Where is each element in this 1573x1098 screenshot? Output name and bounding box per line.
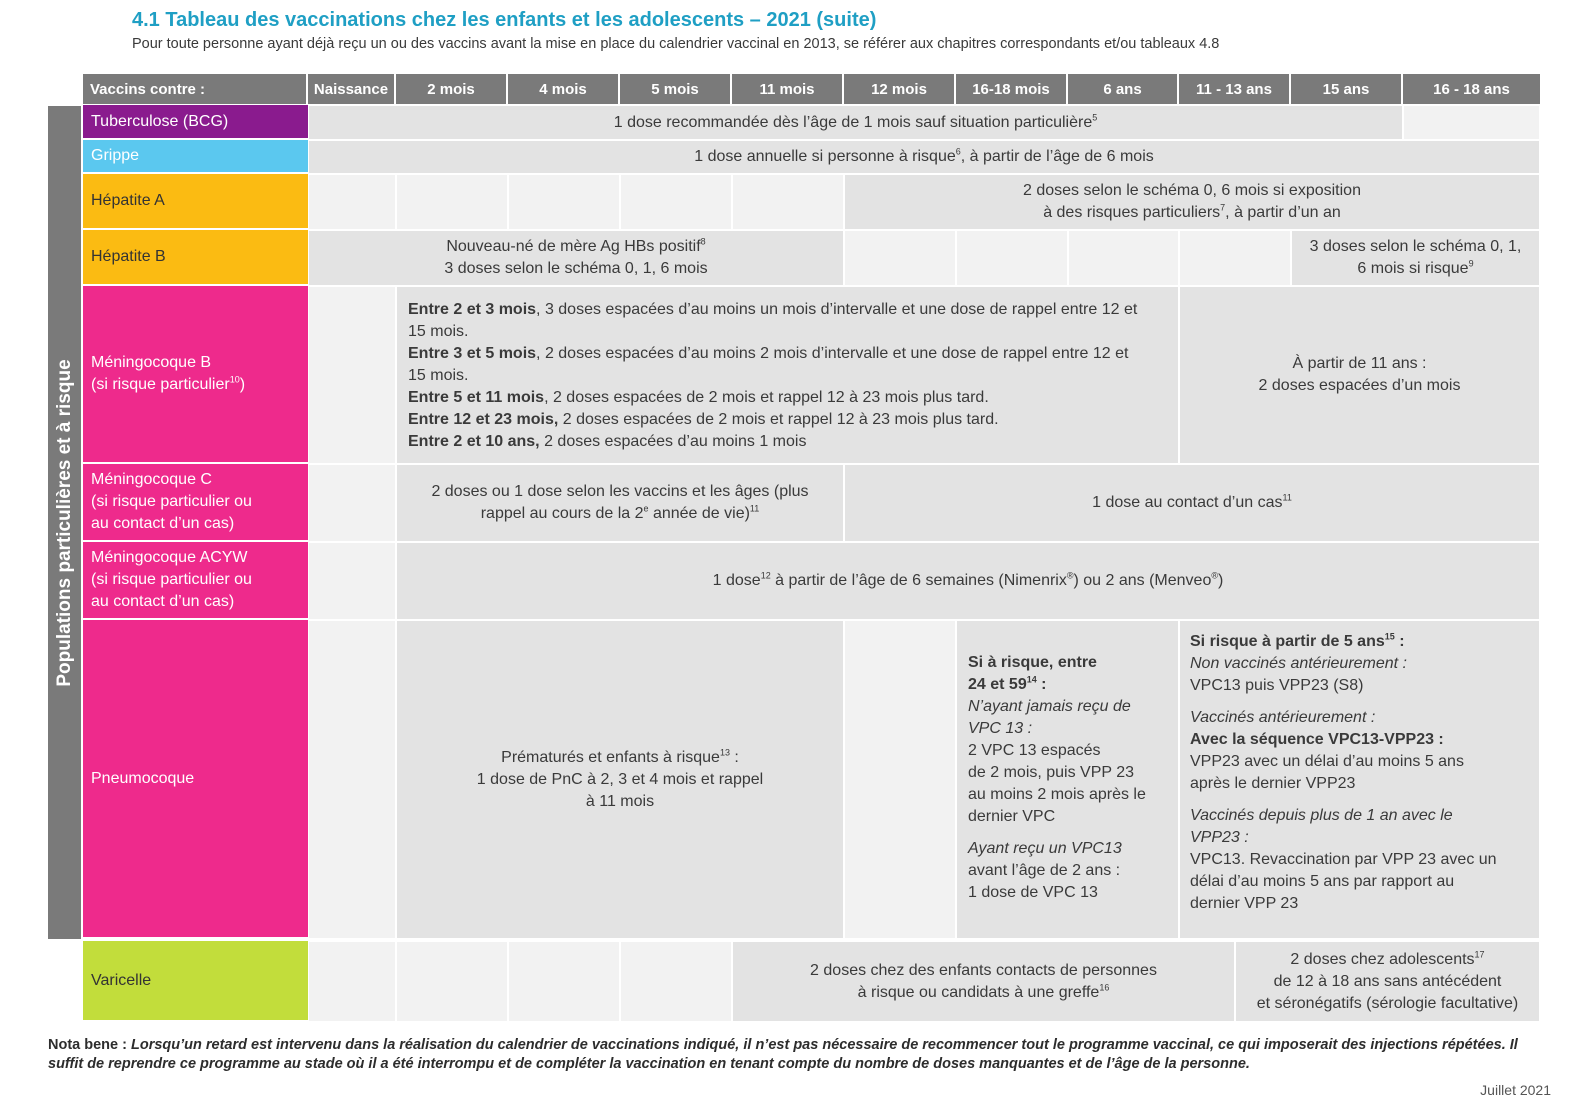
vaccine-meningocoque-c — [83, 464, 308, 542]
hepb-empty-16-18-mois — [956, 230, 1068, 286]
menc-left-sup: 11 — [749, 503, 760, 514]
pneumo-mid-text-1: 2 VPC 13 espacés de 2 mois, puis VPP 23 au moins 2 mois après le dernier VPC — [968, 742, 1146, 825]
vaccine-hepatite-b-label: Hépatite B — [91, 248, 166, 265]
menc-contact — [844, 464, 1540, 542]
pneumo-right-bold-2: Avec la séquence VPC13-VPP23 : — [1190, 731, 1444, 748]
pneumo-left-l1b: : — [729, 748, 739, 766]
bcg-recommendation — [308, 105, 1403, 140]
hepb-right-line-2 — [1310, 258, 1522, 280]
nota-text: Lorsqu’un retard est intervenu dans la réalisation du calendrier de vaccinations indiqué, il n’est pas nécessaire de recommencer tout le programme vaccinal, ce qui imposerait des injections répétées. Il suffit de reprendre ce programme au stade où il a été interrompu et de compléter la vaccination en tenant compte du nombre de doses manquantes et de l’âge de la personne. — [48, 1037, 1518, 1072]
sidebar-label: Populations particulières et à risque — [53, 358, 75, 687]
header-2-mois: 2 mois — [396, 74, 508, 104]
hepb-empty-6-ans — [1068, 230, 1179, 286]
menc-empty-naissance — [308, 464, 396, 542]
varicelle-mid-sup: 16 — [1099, 982, 1110, 993]
hepb-empty-12-mois — [844, 230, 956, 286]
vaccine-varicelle — [83, 941, 308, 1022]
hepa-line-1: 2 doses selon le schéma 0, 6 mois si exposition — [1023, 182, 1361, 199]
pneumo-empty-naissance — [308, 620, 396, 939]
vaccine-meningocoque-acyw-label: Méningocoque ACYW (si risque particulier ou au contact d’un cas) — [91, 549, 252, 610]
menb-item-2-text: , 2 doses espacées d’au moins 2 mois d’intervalle et une dose de rappel entre 12 et 15 mois. — [408, 345, 1129, 384]
hepa-recommendation — [844, 174, 1540, 230]
nota-bene — [48, 1036, 1528, 1074]
acyw-c: ) ou 2 ans (Menveo — [1073, 572, 1212, 589]
pneumo-empty-12-mois — [844, 620, 956, 939]
publication-date: Juillet 2021 — [1480, 1082, 1551, 1098]
pneumo-mid-text-2: avant l’âge de 2 ans : 1 dose de VPC 13 — [968, 862, 1121, 901]
pneumo-right-b1: Si risque à partir de 5 ans — [1190, 633, 1385, 650]
hepb-risk — [1291, 230, 1540, 286]
varicelle-mid-line-2 — [810, 982, 1157, 1004]
hepa-empty-11-mois — [732, 174, 844, 230]
menc-left-l2b: année de vie) — [648, 505, 750, 522]
menb-schedule — [396, 286, 1179, 464]
pneumo-right-sup: 15 — [1384, 631, 1395, 642]
menb-label-end: ) — [239, 376, 246, 393]
hepb-newborn-text — [444, 236, 707, 280]
menb-item-4-text: 2 doses espacées de 2 mois et rappel 12 à 23 mois plus tard. — [558, 411, 999, 428]
vaccine-hepatite-a-label: Hépatite A — [91, 192, 165, 209]
vaccine-pneumocoque — [83, 620, 308, 939]
menc-contact-text — [1092, 492, 1292, 514]
vaccine-bcg-label: Tuberculose (BCG) — [91, 112, 229, 130]
hepa-text — [1023, 180, 1361, 224]
pneumo-left-line-3: à 11 mois — [585, 792, 655, 810]
grippe-text-b: , à partir de l’âge de 6 mois — [960, 148, 1154, 165]
menb-item-1-bold: Entre 2 et 3 mois — [408, 301, 537, 318]
pneumo-premature-text — [477, 747, 763, 813]
pneumo-right-bold-1 — [1190, 631, 1531, 653]
acyw-b: à partir de l’âge de 6 semaines (Nimenrix — [770, 572, 1067, 589]
menb-item-1-text: , 3 doses espacées d’au moins un mois d’intervalle et une dose de rappel entre 12 et 15 mois. — [408, 301, 1138, 340]
hepb-empty-11-13-ans — [1179, 230, 1291, 286]
menc-left-line-1: 2 doses ou 1 dose selon les vaccins et les âges (plus — [431, 483, 809, 500]
hepa-empty-4-mois — [508, 174, 620, 230]
header-6-ans: 6 ans — [1068, 74, 1179, 104]
bcg-text — [614, 112, 1098, 134]
vaccine-meningocoque-acyw — [83, 542, 308, 620]
header-5-mois: 5 mois — [620, 74, 732, 104]
acyw-text — [713, 570, 1224, 592]
pneumo-right-italic-2: Vaccinés antérieurement : — [1190, 709, 1376, 726]
varicelle-mid-l2: à risque ou candidats à une greffe — [857, 983, 1100, 1001]
varicelle-adolescents-text — [1257, 949, 1518, 1015]
menb-item-2-bold: Entre 3 et 5 mois — [408, 345, 537, 362]
menb-from-11 — [1179, 286, 1540, 464]
hepb-left-l1: Nouveau-né de mère Ag HBs positif — [446, 238, 701, 255]
varicelle-mid-line-1: 2 doses chez des enfants contacts de personnes — [810, 961, 1157, 979]
pneumo-from-5 — [1179, 620, 1540, 939]
menb-item-5-text: 2 doses espacées d’au moins 1 mois — [539, 433, 807, 450]
varicelle-empty-2-mois — [396, 941, 508, 1022]
hepb-left-sup: 8 — [700, 236, 706, 247]
hepb-right-l2: 6 mois si risque — [1357, 260, 1469, 277]
menb-item-1 — [408, 299, 1148, 343]
page-subtitle: Pour toute personne ayant déjà reçu un ou des vaccins avant la mise en place du calendrier vaccinal en 2013, se référer aux chapitres correspondants et/ou tableaux 4.8 — [132, 36, 1220, 52]
varicelle-adolescents — [1235, 941, 1540, 1022]
hepb-left-line-1 — [444, 236, 707, 258]
hepb-risk-text — [1310, 236, 1522, 280]
varicelle-right-line-3: et séronégatifs (sérologie facultative) — [1256, 994, 1519, 1012]
pneumo-right-italic-3: Vaccinés depuis plus de 1 an avec le VPP23 : — [1190, 807, 1453, 846]
menb-from-11-text — [1259, 353, 1461, 397]
pneumo-mid-bold-1: Si à risque, entre — [968, 654, 1097, 671]
header-15-ans: 15 ans — [1291, 74, 1403, 104]
menb-label-sup: 10 — [229, 374, 240, 385]
varicelle-right-line-2: de 12 à 18 ans sans antécédent — [1273, 972, 1502, 990]
pneumo-right-b1b: : — [1394, 633, 1405, 650]
menb-empty-naissance — [308, 286, 396, 464]
bcg-sup: 5 — [1092, 112, 1098, 123]
menb-item-3-text: , 2 doses espacées de 2 mois et rappel 12 à 23 mois plus tard. — [544, 389, 989, 406]
acyw-a: 1 dose — [712, 572, 761, 589]
menb-item-5 — [408, 431, 1148, 453]
varicelle-empty-4-mois — [508, 941, 620, 1022]
grippe-recommendation — [308, 140, 1540, 174]
menb-right-line-1: À partir de 11 ans : — [1292, 355, 1427, 372]
hepa-line-2a: à des risques particuliers — [1043, 204, 1221, 221]
hepb-right-sup: 9 — [1468, 258, 1474, 269]
menc-right-text: 1 dose au contact d’un cas — [1092, 494, 1283, 511]
pneumo-mid-b2: 24 et 59 — [968, 676, 1027, 693]
pneumo-mid-b2b: : — [1036, 676, 1047, 693]
acyw-sup1: 12 — [760, 570, 771, 581]
hepa-empty-naissance — [308, 174, 396, 230]
menb-item-3-bold: Entre 5 et 11 mois — [408, 389, 545, 406]
menc-right-sup: 11 — [1282, 492, 1292, 503]
header-16-18-ans: 16 - 18 ans — [1403, 74, 1540, 104]
header-16-18-mois: 16-18 mois — [956, 74, 1068, 104]
menb-item-4 — [408, 409, 1148, 431]
hepb-right-line-1: 3 doses selon le schéma 0, 1, — [1309, 238, 1522, 255]
varicelle-contacts — [732, 941, 1235, 1022]
header-11-mois: 11 mois — [732, 74, 844, 104]
hepa-empty-2-mois — [396, 174, 508, 230]
nota-label: Nota bene : — [48, 1037, 131, 1053]
page-title: 4.1 Tableau des vaccinations chez les enfants et les adolescents – 2021 (suite) — [132, 9, 877, 31]
vaccine-hepatite-a — [83, 174, 308, 230]
acyw-empty-naissance — [308, 542, 396, 620]
header-naissance: Naissance — [308, 74, 396, 104]
pneumo-mid-italic-2: Ayant reçu un VPC13 — [968, 840, 1122, 857]
grippe-text — [694, 146, 1154, 168]
header-vaccins-contre: Vaccins contre : — [83, 74, 308, 104]
pneumo-right-gap-2 — [1190, 795, 1531, 805]
header-12-mois: 12 mois — [844, 74, 956, 104]
menb-right-line-2: 2 doses espacées d’un mois — [1258, 377, 1461, 394]
varicelle-right-sup: 17 — [1474, 949, 1485, 960]
hepb-left-line-2: 3 doses selon le schéma 0, 1, 6 mois — [444, 260, 708, 277]
pneumo-right-text-2: VPP23 avec un délai d’au moins 5 ans après le dernier VPP23 — [1190, 753, 1464, 792]
vaccine-grippe-label: Grippe — [91, 147, 140, 164]
acyw-r2: ® — [1211, 570, 1218, 581]
grippe-text-a: 1 dose annuelle si personne à risque — [694, 148, 956, 165]
varicelle-right-line-1 — [1257, 949, 1518, 971]
menc-schedule — [396, 464, 844, 542]
menb-item-2 — [408, 343, 1148, 387]
pneumo-mid-italic-1: N’ayant jamais reçu de VPC 13 : — [968, 698, 1131, 737]
menb-item-4-bold: Entre 12 et 23 mois, — [408, 411, 559, 428]
menb-label-text: Méningocoque B (si risque particulier — [91, 354, 230, 393]
hepa-line-2 — [1023, 202, 1361, 224]
menc-left-l2a: rappel au cours de la 2 — [480, 505, 644, 522]
pneumo-mid-gap — [968, 828, 1170, 838]
vaccine-meningocoque-c-label: Méningocoque C (si risque particulier ou au contact d’un cas) — [91, 471, 252, 532]
hepa-sup: 7 — [1220, 202, 1226, 213]
vaccine-meningocoque-b-label — [91, 352, 245, 396]
vaccine-hepatite-b — [83, 230, 308, 286]
menb-item-5-bold: Entre 2 et 10 ans, — [408, 433, 540, 450]
hepb-newborn — [308, 230, 844, 286]
vaccine-meningocoque-b — [83, 286, 308, 464]
varicelle-empty-5-mois — [620, 941, 732, 1022]
pneumo-mid-sup: 14 — [1026, 674, 1037, 685]
acyw-r1: ® — [1066, 570, 1074, 581]
pneumo-right-text-3: VPC13. Revaccination par VPP 23 avec un délai d’au moins 5 ans par rapport au dernier VPP 23 — [1190, 851, 1497, 912]
vaccine-bcg — [83, 105, 308, 140]
menc-left-e: e — [643, 503, 649, 514]
hepa-empty-5-mois — [620, 174, 732, 230]
menc-left-line-2 — [431, 503, 808, 525]
pneumo-left-l1: Prématurés et enfants à risque — [501, 748, 720, 766]
bcg-empty-cell — [1403, 105, 1540, 140]
bcg-text-main: 1 dose recommandée dès l’âge de 1 mois sauf situation particulière — [613, 113, 1093, 131]
menc-schedule-text — [431, 481, 808, 525]
acyw-recommendation — [396, 542, 1540, 620]
vaccine-grippe — [83, 140, 308, 174]
header-4-mois: 4 mois — [508, 74, 620, 104]
pneumo-right-gap-1 — [1190, 697, 1531, 707]
menb-item-3 — [408, 387, 1148, 409]
vaccine-varicelle-label: Varicelle — [91, 971, 152, 989]
vaccine-pneumocoque-label: Pneumocoque — [91, 769, 195, 787]
pneumo-left-line-1 — [477, 747, 763, 769]
hepa-line-2b: , à partir d’un an — [1225, 204, 1341, 221]
pneumo-24-59 — [956, 620, 1179, 939]
sidebar-populations — [48, 106, 81, 939]
pneumo-left-line-2: 1 dose de PnC à 2, 3 et 4 mois et rappel — [476, 770, 764, 788]
header-11-13-ans: 11 - 13 ans — [1179, 74, 1291, 104]
grippe-sup: 6 — [955, 146, 961, 157]
varicelle-empty-naissance — [308, 941, 396, 1022]
pneumo-right-text-1: VPC13 puis VPP23 (S8) — [1190, 677, 1364, 694]
varicelle-contacts-text — [810, 960, 1157, 1004]
pneumo-right-italic-1: Non vaccinés antérieurement : — [1190, 655, 1407, 672]
acyw-d: ) — [1218, 572, 1224, 589]
varicelle-right-l1: 2 doses chez adolescents — [1290, 950, 1475, 968]
pneumo-left-sup: 13 — [719, 747, 730, 758]
pneumo-premature — [396, 620, 844, 939]
pneumo-mid-bold-2 — [968, 674, 1170, 696]
